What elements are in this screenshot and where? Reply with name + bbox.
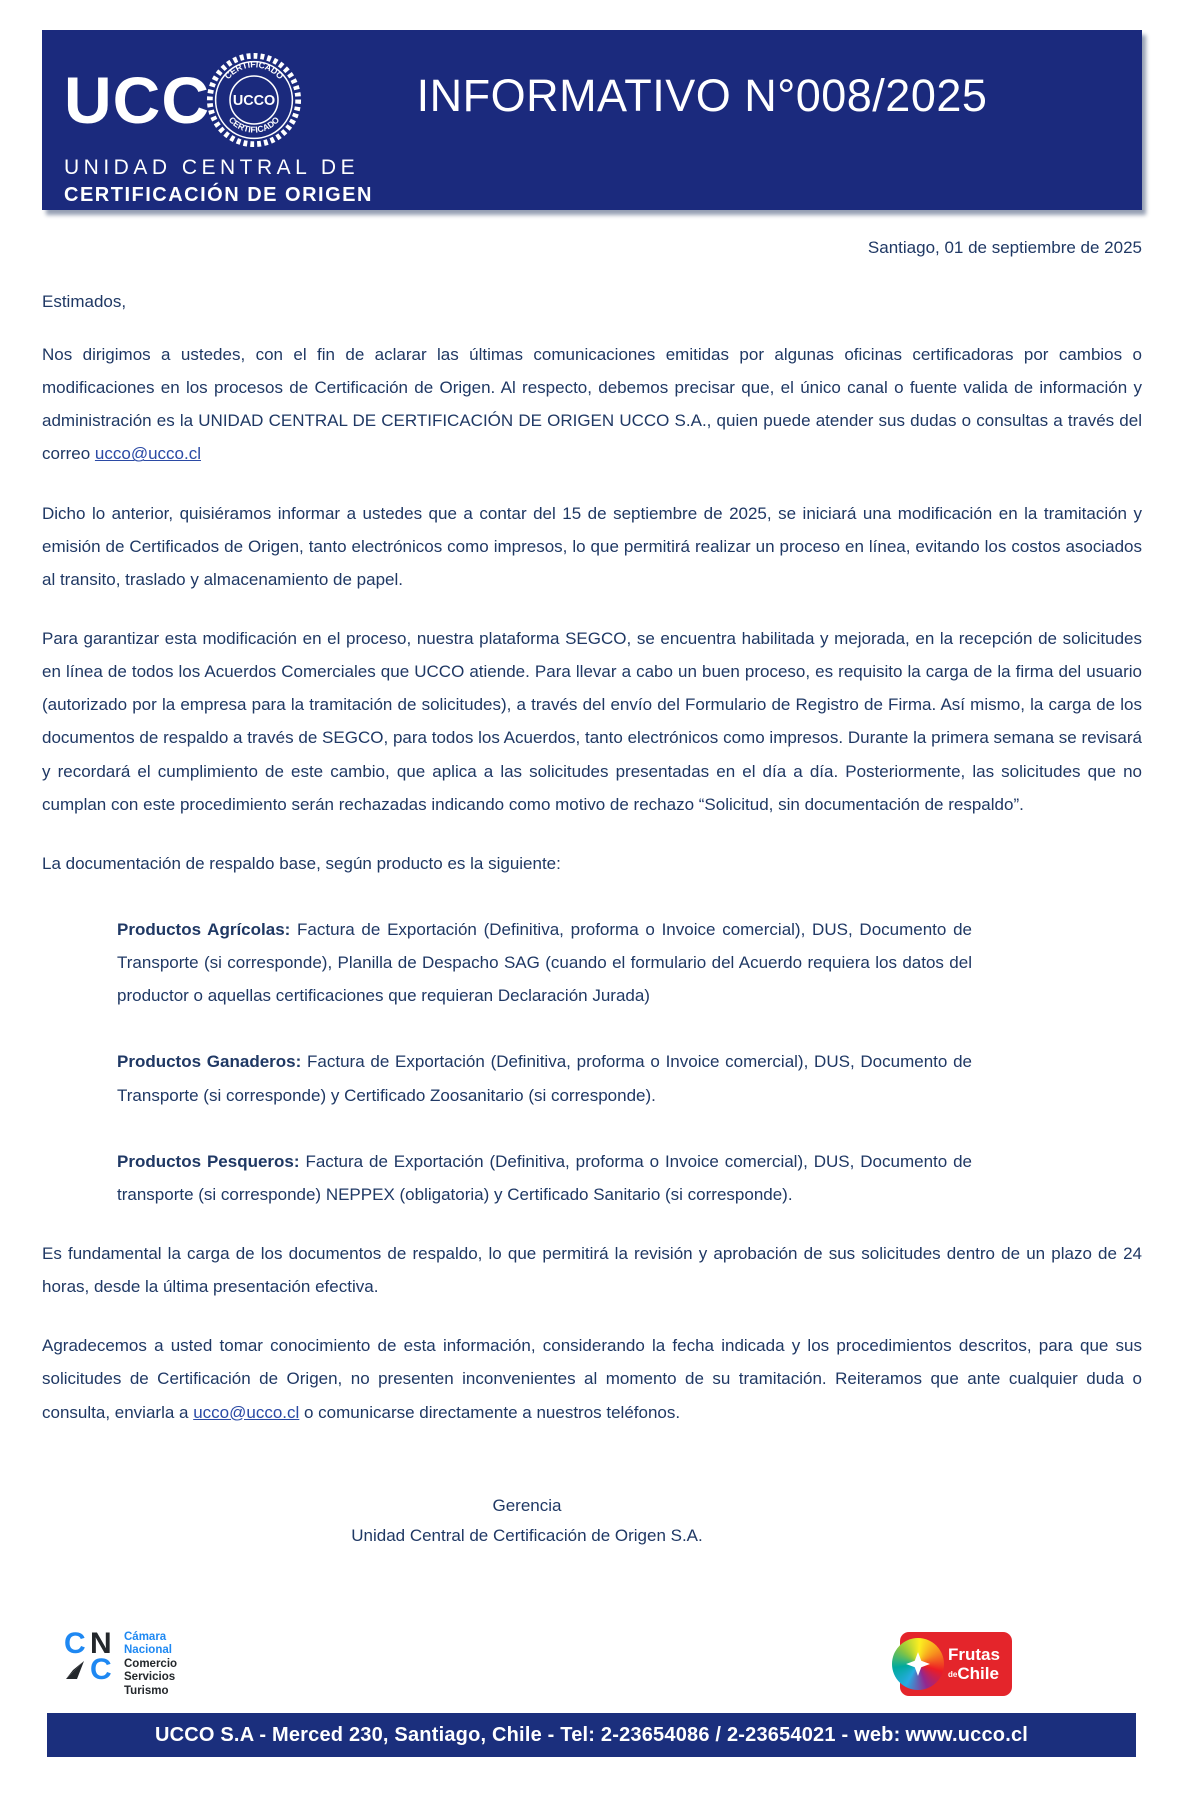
cnc-letter-c2: C xyxy=(90,1652,112,1686)
email-link[interactable]: ucco@ucco.cl xyxy=(94,444,201,464)
cnc-logo xyxy=(64,1626,178,1699)
paragraph-fundamental: Es fundamental la carga de los documentos de respaldo, lo que permitirá la revisión y aprobación de sus solicitudes dentro de un plazo de 24 horas, desde la última presentación efectiva. xyxy=(42,1243,1142,1297)
product-agricolas-lead: Productos Agrícolas: xyxy=(117,919,291,939)
footer-logos xyxy=(42,1626,1142,1699)
ucco-logo xyxy=(64,52,373,207)
frutas-logo-text xyxy=(948,1646,1000,1682)
seal-ring-text-bottom: CERTIFICADO xyxy=(226,114,282,135)
salutation: Estimados, xyxy=(42,292,127,311)
frutas-word: Frutas xyxy=(948,1645,1000,1665)
cnc-line-servicios: Servicios xyxy=(124,1671,176,1683)
cnc-line-turismo: Turismo xyxy=(124,1684,169,1697)
cnc-line-camara: Cámara xyxy=(124,1630,167,1643)
cnc-letter-c1: C xyxy=(64,1626,86,1660)
date-line: Santiago, 01 de septiembre de 2025 xyxy=(867,238,1142,257)
contact-info: UCCO S.A - Merced 230, Santiago, Chile - Tel: 2-23654086 / 2-23654021 - web: xyxy=(154,1723,901,1746)
chile-word-text: Chile xyxy=(957,1664,999,1684)
paragraph-closing-before: Agradecemos a usted tomar conocimiento de esta información, considerando la fecha indicada y los procedimientos descritos, para que sus solicitudes de Certificación de Origen, no presenten inconvenientes al momento de su tramitación. Reiteramos que ante cualquier duda o consulta, enviarla a xyxy=(42,1336,1142,1422)
cnc-logo-text xyxy=(124,1631,177,1699)
product-pesqueros xyxy=(117,1145,972,1211)
product-agricolas-text: Factura de Exportación (Definitiva, proforma o Invoice comercial), DUS, Documento de Transporte (si corresponde), Planilla de Despacho SAG (cuando el formulario del Acuerdo requiera los datos del productor o aquellas certificaciones que requieran Declaración Jurada) xyxy=(117,919,972,1006)
paragraph-intro xyxy=(42,338,1142,471)
cnc-line-comercio: Comercio xyxy=(124,1657,178,1670)
website-text: www.ucco.cl xyxy=(905,1723,1029,1746)
cnc-line-nacional: Nacional xyxy=(124,1644,172,1656)
product-ganaderos xyxy=(117,1045,972,1111)
seal-ring-text-top: CERTIFICADO xyxy=(222,59,286,82)
paragraph-closing-after: o comunicarse directamente a nuestros teléfonos. xyxy=(299,1402,681,1422)
cnc-letter-n: N xyxy=(90,1626,112,1660)
docs-intro: La documentación de respaldo base, según producto es la siguiente: xyxy=(42,853,561,873)
signature-role: Gerencia xyxy=(492,1495,562,1515)
paragraph-change-date: Dicho lo anterior, quisiéramos informar a ustedes que a contar del 15 de septiembre de 2025, se iniciará una modificación en la tramitación y emisión de Certificados de Origen, tanto electrónicos como impresos, lo que permitirá realizar un proceso en línea, evitando los costos asociados al transito, traslado y almacenamiento de papel. xyxy=(42,503,1142,589)
de-word: de xyxy=(948,1670,958,1680)
product-pesqueros-text: Factura de Exportación (Definitiva, proforma o Invoice comercial), DUS, Documento de transporte (si corresponde) NEPPEX (obligatoria) y Certificado Sanitario (si corresponde). xyxy=(117,1151,973,1204)
seal-center-text: UCCO xyxy=(232,92,276,109)
ucco-logo-acronym: UCC xyxy=(64,63,210,137)
frutas-pinwheel-icon xyxy=(892,1638,944,1690)
product-requirements-list xyxy=(117,913,1142,1211)
frutas-bird-icon xyxy=(905,1651,931,1677)
product-ganaderos-text: Factura de Exportación (Definitiva, proforma o Invoice comercial), DUS, Documento de Transporte (si corresponde) y Certificado Zoosanitario (si corresponde). xyxy=(117,1052,972,1105)
org-name-line2: CERTIFICACIÓN DE ORIGEN xyxy=(64,184,373,206)
product-ganaderos-lead: Productos Ganaderos: xyxy=(117,1052,302,1072)
signature-block xyxy=(42,1491,1142,1552)
cnc-logo-letters xyxy=(64,1626,116,1686)
chile-word xyxy=(948,1665,1000,1682)
paragraph-intro-text: Nos dirigimos a ustedes, con el fin de aclarar las últimas comunicaciones emitidas por algunas oficinas certificadoras por cambios o modificaciones en los procesos de Certificación de Origen. Al respecto, debemos precisar que, el único canal o fuente valida de información y administración es la UNIDAD CENTRAL DE CERTIFICACIÓN DE ORIGEN UCCO S.A., quien puede atender sus dudas o consultas a través del correo xyxy=(42,345,1142,464)
contact-bar xyxy=(47,1713,1136,1757)
header-banner xyxy=(42,30,1142,210)
product-agricolas xyxy=(117,913,972,1012)
document-title: INFORMATIVO N°008/2025 xyxy=(416,70,988,121)
product-pesqueros-lead: Productos Pesqueros: xyxy=(117,1151,300,1171)
email-link-2[interactable]: ucco@ucco.cl xyxy=(193,1402,300,1422)
paragraph-segco: Para garantizar esta modificación en el proceso, nuestra plataforma SEGCO, se encuentra habilitada y mejorada, en la recepción de solicitudes en línea de todos los Acuerdos Comerciales que UCCO atiende. Para llevar a cabo un buen proceso, es requisito la carga de la firma del usuario (autorizado por la empresa para la tramitación de solicitudes), a través del envío del Formulario de Registro de Firma. Así mismo, la carga de los documentos de respaldo a través de SEGCO, para todos los Acuerdos, tanto electrónicos como impresos. Durante la primera semana se revisará y recordará el cumplimiento de este cambio, que aplica a las solicitudes presentadas en el día a día. Posteriormente, las solicitudes que no cumplan con este procedimiento serán rechazadas indicando como motivo de rechazo “Solicitud, sin documentación de respaldo”. xyxy=(42,628,1142,814)
cnc-arrow-icon xyxy=(64,1657,88,1681)
frutas-de-chile-logo xyxy=(900,1632,1012,1696)
paragraph-closing xyxy=(42,1329,1142,1428)
org-name-line1: UNIDAD CENTRAL DE xyxy=(64,156,360,179)
ucco-seal-icon xyxy=(206,52,302,148)
signature-company: Unidad Central de Certificación de Origen S.A. xyxy=(351,1526,703,1546)
